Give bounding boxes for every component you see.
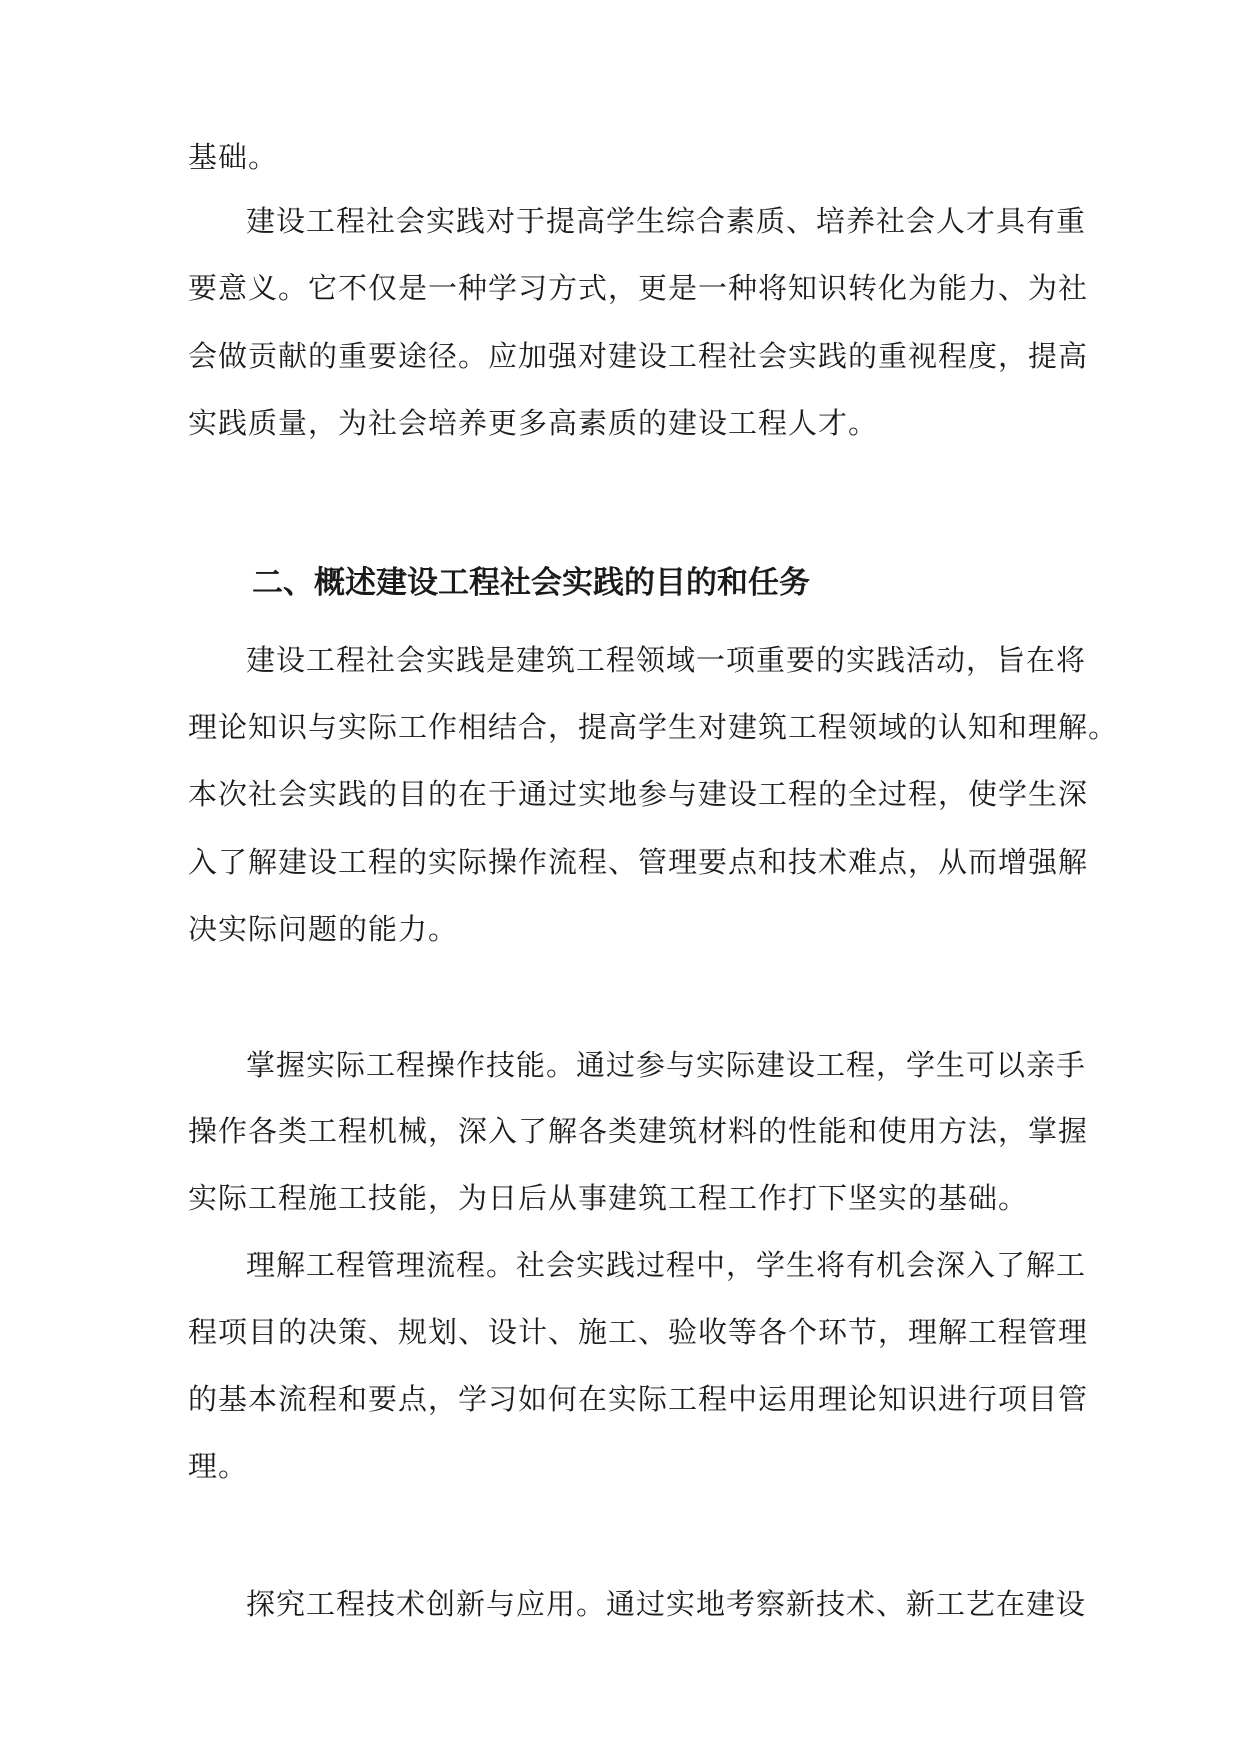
paragraph-line: 实际工程施工技能，为日后从事建筑工程工作打下坚实的基础。 [188,1181,1029,1215]
section-heading: 二、概述建设工程社会实践的目的和任务 [252,565,810,601]
paragraph-line: 本次社会实践的目的在于通过实地参与建设工程的全过程，使学生深 [188,777,1089,811]
paragraph-line: 操作各类工程机械，深入了解各类建筑材料的性能和使用方法，掌握 [188,1114,1089,1148]
paragraph-line: 建设工程社会实践是建筑工程领域一项重要的实践活动，旨在将 [246,643,1087,677]
paragraph-line: 掌握实际工程操作技能。通过参与实际建设工程，学生可以亲手 [246,1048,1087,1082]
paragraph-line: 理解工程管理流程。社会实践过程中，学生将有机会深入了解工 [246,1248,1087,1282]
paragraph-line: 基础。 [188,140,279,174]
paragraph-line: 入了解建设工程的实际操作流程、管理要点和技术难点，从而增强解 [188,845,1089,879]
paragraph-line: 探究工程技术创新与应用。通过实地考察新技术、新工艺在建设 [246,1587,1087,1621]
paragraph-line: 的基本流程和要点，学习如何在实际工程中运用理论知识进行项目管 [188,1382,1089,1416]
paragraph-line: 理论知识与实际工作相结合，提高学生对建筑工程领域的认知和理解。 [188,710,1119,744]
paragraph-line: 理。 [188,1449,249,1483]
paragraph-line: 程项目的决策、规划、设计、施工、验收等各个环节，理解工程管理 [188,1315,1089,1349]
paragraph-line: 会做贡献的重要途径。应加强对建设工程社会实践的重视程度，提高 [188,339,1089,373]
paragraph-line: 实践质量，为社会培养更多高素质的建设工程人才。 [188,406,879,440]
paragraph-line: 决实际问题的能力。 [188,912,459,946]
paragraph-line: 建设工程社会实践对于提高学生综合素质、培养社会人才具有重 [246,204,1087,238]
paragraph-line: 要意义。它不仅是一种学习方式，更是一种将知识转化为能力、为社 [188,271,1089,305]
